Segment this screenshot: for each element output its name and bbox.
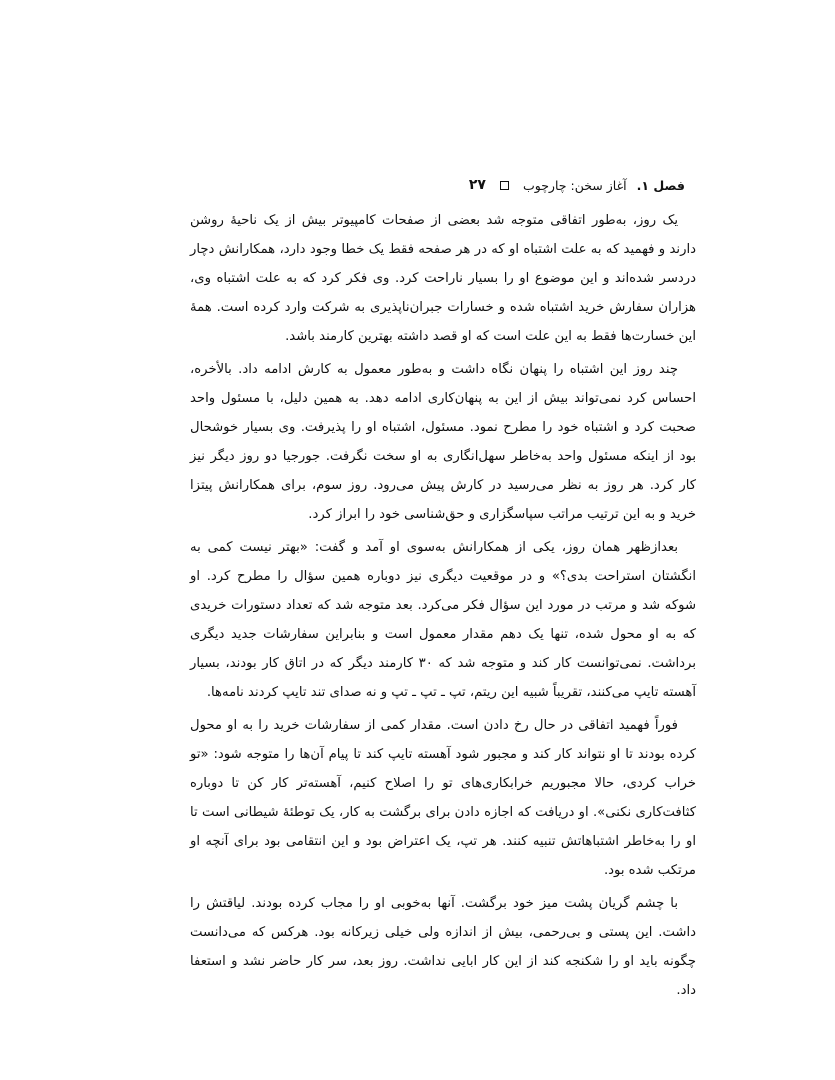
paragraph-5: با چشم گریان پشت میز خود برگشت. آنها به‌خوبی او را مجاب کرده بودند. لیاقتش را داشت. این پستی و بی‌رحمی، بیش از اندازه ولی خیلی زیرکانه بود. هرکس که می‌دانست چگونه باید او را شکنجه کند از این کار ابایی نداشت. روز بعد، سر کار حاضر نشد و استعفا داد. bbox=[190, 896, 696, 998]
chapter-label: فصل ۱. bbox=[636, 177, 685, 193]
paragraph-2: چند روز این اشتباه را پنهان نگاه داشت و به‌طور معمول به کارش ادامه داد. بالأخره، احساس کرد نمی‌تواند بیش از این به پنهان‌کاری ادامه دهد. به همین دلیل، با مسئول واحد صحبت کرد و اشتباه خود را مطرح نمود. مسئول، اشتباه او را پذیرفت. وی بسیار خوشحال بود از اینکه مسئول واحد به‌خاطر سهل‌انگاری به او سخت نگرفت. جورجیا دو روز دیگر نیز کار کرد. هر روز به نظر می‌رسید در کارش پیش می‌رود. روز سوم، برای همکارانش پیتزا خرید و به این ترتیب مراتب سپاسگزاری و حق‌شناسی خود را ابراز کرد. bbox=[190, 362, 696, 522]
body-text bbox=[190, 206, 696, 1009]
paragraph-4: فوراً فهمید اتفاقی در حال رخ دادن است. مقدار کمی از سفارشات خرید را به او محول کرده بودند تا او نتواند کار کند و مجبور شود آهسته تایپ کند تا پیام آن‌ها را متوجه شود: «تو خراب کردی، حالا مجبوریم خرابکاری‌های تو را اصلاح کنیم، آهسته‌تر کار کن تا دوباره کثافت‌کاری نکنی». او دریافت که اجازه دادن برای برگشت به کار، یک توطئهٔ شیطانی است تا او را به‌خاطر اشتباهاتش تنبیه کنند. هر تپ، یک اعتراض بود و این انتقامی بود برای آنچه او مرتکب شده بود. bbox=[190, 718, 696, 878]
square-separator-icon bbox=[500, 181, 509, 190]
page-number: ۲۷ bbox=[468, 177, 486, 193]
running-header bbox=[150, 172, 685, 198]
paragraph-3: بعدازظهر همان روز، یکی از همکارانش به‌سوی او آمد و گفت: «بهتر نیست کمی به انگشتان استراحت بدی؟» و در موقعیت دیگری نیز دوباره همین سؤال را مطرح کرد. او شوکه شد و مرتب در مورد این سؤال فکر می‌کرد. بعد متوجه شد که تعداد دستورات خریدی که به او محول شده، تنها یک دهم مقدار معمول است و بنابراین سفارشات جدید دیگری برداشت. نمی‌توانست کار کند و متوجه شد که ۳۰ کارمند دیگر که در اتاق کار بودند، بسیار آهسته تایپ می‌کنند، تقریباً شبیه این ریتم، تپ ـ تپ ـ تپ و نه صدای تند تایپ کردند نامه‌ها. bbox=[190, 540, 696, 700]
chapter-title: آغاز سخن: چارچوب bbox=[522, 177, 627, 193]
paragraph-1: یک روز، به‌طور اتفاقی متوجه شد بعضی از صفحات کامپیوتر بیش از یک ناحیهٔ روشن دارند و فهمید که به علت اشتباه او که در هر صفحه فقط یک خطا وجود دارد، همکارانش دچار دردسر شده‌اند و این موضوع او را بسیار ناراحت کرد. وی فکر کرد که به علت اشتباه وی، هزاران سفارش خرید اشتباه شده و خسارات جبران‌ناپذیری به شرکت وارد کرده است. همهٔ این خسارت‌ها فقط به این علت است که او قصد داشته بهترین کارمند باشد. bbox=[190, 213, 696, 344]
